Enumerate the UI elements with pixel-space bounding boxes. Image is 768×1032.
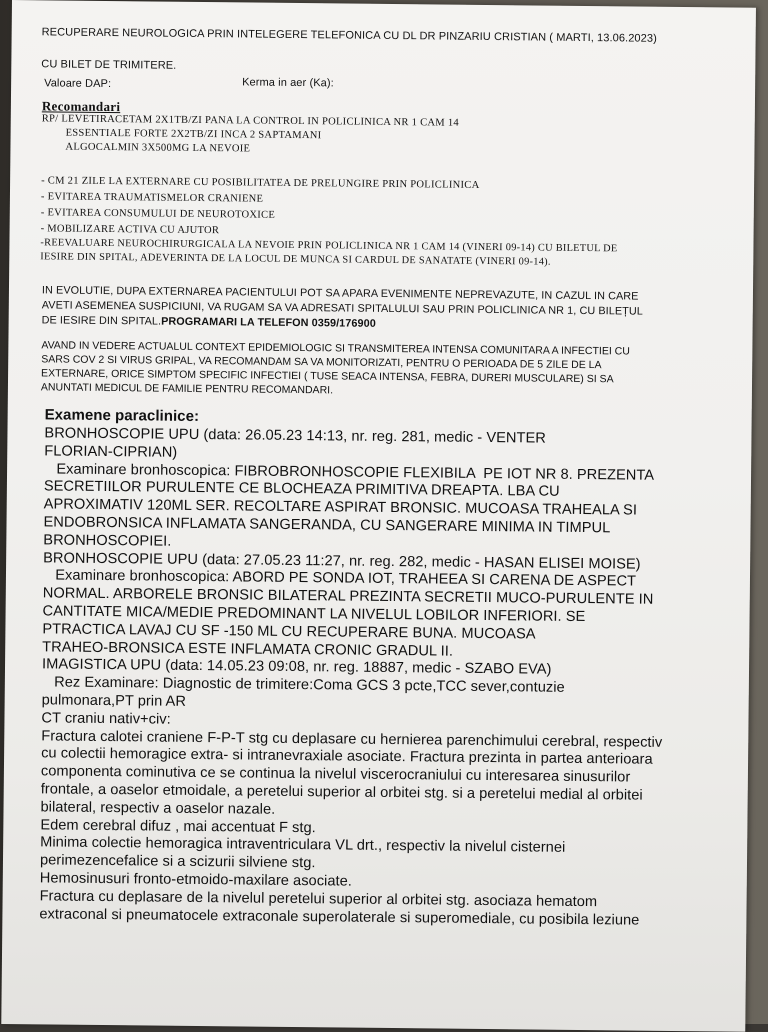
exam-line: Examinare bronhoscopica: FIBROBRONHOSCOPIE FLEXIBILA PE IOT NR 8. PREZENTA: [44, 460, 655, 484]
recommendation-item: IESIRE DIN SPITAL, ADEVERINTA DE LA LOCUL DE MUNCA SI CARDUL DE SANATATE (VINERI 09-14).: [40, 251, 551, 268]
exam-line: BRONHOSCOPIE UPU (data: 26.05.23 14:13, nr. reg. 281, medic - VENTER: [44, 425, 546, 447]
exam-line: ENDOBRONSICA INFLAMATA SANGERANDA, CU SANGERARE MINIMA IN TIMPUL: [43, 514, 611, 537]
covid-note: EXTERNARE, ORICE SIMPTOM SPECIFIC INFECTIEI ( TUSE SEACA INTENSA, FEBRA, DURERI MUSCULARE) SI SA: [41, 367, 614, 386]
exam-line: FLORIAN-CIPRIAN): [44, 443, 178, 461]
exam-line: IMAGISTICA UPU (data: 14.05.23 09:08, nr. reg. 18887, medic - SZABO EVA): [41, 656, 552, 679]
evolution-note: AVETI ASEMENEA SUSPICIUNI, VA RUGAM SA VA ADRESATI SPITALULUI SAU PRIN POLICLINICA NR 1, CU BILEȚUL: [41, 299, 643, 318]
exam-line: Hemosinusuri fronto-etmoido-maxilare asociate.: [39, 870, 353, 890]
prescription-line: ESSENTIALE FORTE 2X2TB/ZI INCA 2 SAPTAMANI: [65, 127, 322, 142]
covid-note: AVAND IN VEDERE ACTUALUL CONTEXT EPIDEMIOLOGIC SI TRANSMITEREA INTENSA COMUNITARA A INFECTIEI CU: [41, 339, 630, 358]
recommendation-item: - EVITAREA CONSUMULUI DE NEUROTOXICE: [40, 207, 276, 221]
exam-line: BRONHOSCOPIEI.: [43, 532, 172, 550]
exam-line: Examinare bronhoscopica: ABORD PE SONDA IOT, TRAHEEA SI CARENA DE ASPECT: [42, 567, 637, 590]
prescription-line: RP/ LEVETIRACETAM 2X1TB/ZI PANA LA CONTROL IN POLICLINICA NR 1 CAM 14: [41, 113, 460, 129]
exam-line: PTRACTICA LAVAJ CU SF -150 ML CU RECUPERARE BUNA. MUCOASA: [42, 621, 536, 643]
exam-line: CT craniu nativ+civ:: [41, 710, 171, 728]
exam-line: NORMAL. ARBORELE BRONSIC BILATERAL PREZINTA SECRETII MUCO-PURULENTE IN: [42, 585, 654, 608]
exam-line: Fractura cu deplasare de la nivelul peretelui superior al orbitei stg. asociaza hematom: [39, 888, 598, 910]
kerma-label: Kerma in aer (Ka):: [242, 76, 334, 90]
exam-line: BRONHOSCOPIE UPU (data: 27.05.23 11:27, nr. reg. 282, medic - HASAN ELISEI MOISE): [43, 549, 641, 573]
recommendations-title: Recomandari: [41, 98, 121, 115]
covid-note: SARS COV 2 SI VIRUS GRIPAL, VA RECOMANDAM SA VA MONITORIZATI, PENTRU O PERIOADA DE 5 ZILE DE LA: [41, 353, 602, 372]
evolution-note: [42, 314, 376, 329]
exam-line: Edem cerebral difuz , mai accentuat F stg.: [40, 816, 316, 836]
recommendation-item: - CM 21 ZILE LA EXTERNARE CU POSIBILITATEA DE PRELUNGIRE PRIN POLICLINICA: [41, 175, 480, 191]
recommendation-item: - EVITAREA TRAUMATISMELOR CRANIENE: [40, 191, 264, 205]
exam-line: bilateral, respectiv a oaselor nazale.: [40, 799, 276, 818]
exam-line: APROXIMATIV 120ML SER. RECOLTARE ASPIRAT BRONSIC. MUCOASA TRAHEALA SI: [43, 496, 638, 519]
covid-note: ANUNTATI MEDICUL DE FAMILIE PENTRU RECOMANDARI.: [40, 381, 334, 397]
recommendation-item: -REEVALUARE NEUROCHIRURGICALA LA NEVOIE PRIN POLICLINICA NR 1 CAM 14 (VINERI 09-14) CU BILETUL DE: [40, 237, 618, 255]
appointment-phone: PROGRAMARI LA TELEFON 0359/176900: [161, 315, 376, 330]
evolution-note: IN EVOLUTIE, DUPA EXTERNAREA PACIENTULUI POT SA APARA EVENIMENTE NEPREVAZUTE, IN CAZUL IN CARE: [41, 284, 639, 303]
recommendation-item: - MOBILIZARE ACTIVA CU AJUTOR: [40, 223, 220, 237]
discharge-text: DE IESIRE DIN SPITAL.: [41, 314, 162, 328]
exam-line: SECRETIILOR PURULENTE CE BLOCHEAZA PRIMITIVA DREAPTA. LBA CU: [43, 478, 560, 501]
header-line: RECUPERARE NEUROLOGICA PRIN INTELEGERE TELEFONICA CU DL DR PINZARIU CRISTIAN ( MARTI, 13.06.2023): [41, 26, 657, 45]
header-line-referral: CU BILET DE TRIMITERE.: [41, 58, 177, 72]
exam-line: cu colectii hemoragice extra- si intranevraxiale asociate. Fractura prezinta in partea anterioara: [41, 745, 653, 769]
exam-line: Rez Examinare: Diagnostic de trimitere:Coma GCS 3 pcte,TCC sever,contuzie: [41, 674, 565, 697]
exams-title: Examene paraclinice:: [44, 406, 200, 425]
exam-line: CANTITATE MICA/MEDIE PREDOMINANT LA NIVELUL LOBILOR INFERIORI. SE: [42, 603, 586, 626]
exam-line: extraconal si pneumatocele extraconale superolaterale si superomediale, cu posibila leziune: [39, 905, 640, 929]
exam-line: componenta cominutiva ce se continua la nivelul viscerocraniului cu interesarea sinusurilor: [40, 763, 631, 786]
exam-line: TRAHEO-BRONSICA ESTE INFLAMATA CRONIC GRADUL II.: [42, 638, 454, 660]
exam-line: Fractura calotei craniene F-P-T stg cu deplasare cu hernierea parenchimului cerebral, respectiv: [41, 727, 663, 751]
exam-line: Minima colectie hemoragica intraventriculara VL drt., respectiv la nivelul cisternei: [40, 834, 566, 857]
document-page: [1, 0, 756, 1032]
prescription-line: ALGOCALMIN 3X500MG LA NEVOIE: [65, 141, 251, 155]
exam-line: frontale, a oaselor etmoidale, a peretelui superior al orbitei stg. si a peretelui medial al orbitei: [40, 781, 643, 804]
dap-label: Valoare DAP:: [44, 77, 112, 91]
exam-line: pulmonara,PT prin AR: [41, 692, 187, 710]
exam-line: perimezencefalice si a scizurii silviene stg.: [39, 852, 316, 872]
